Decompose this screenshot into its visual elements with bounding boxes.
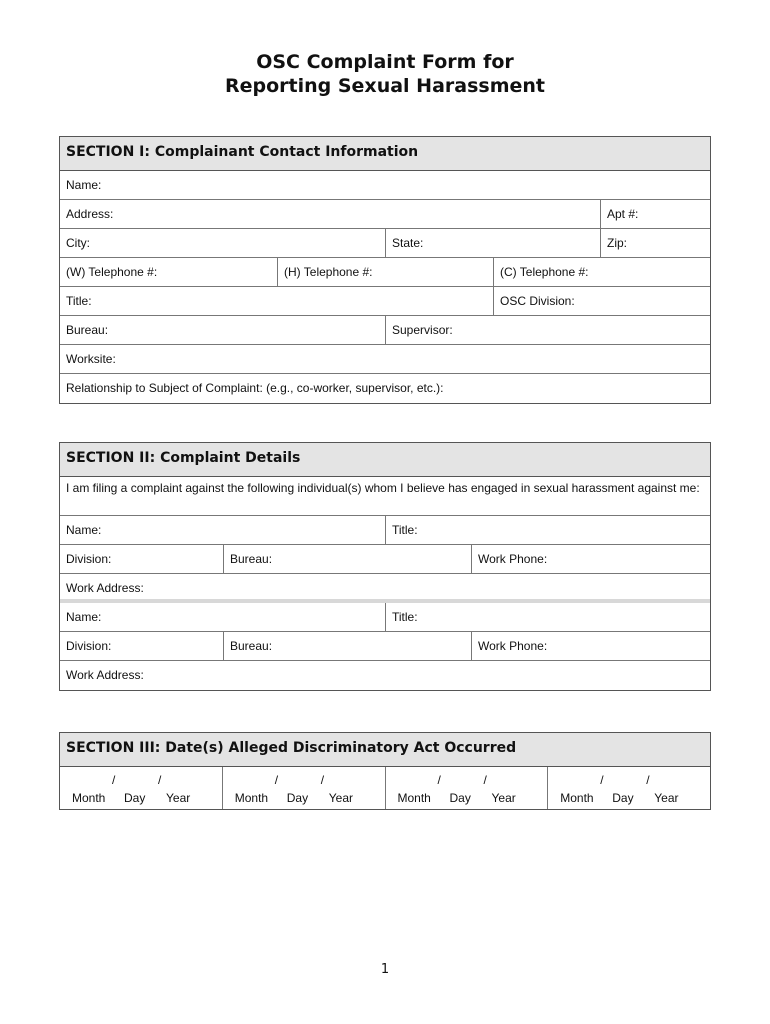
cell-telephone-field[interactable]: (C) Telephone #:: [500, 265, 589, 279]
work-telephone-field[interactable]: (W) Telephone #:: [60, 258, 278, 286]
subject-1-name-row: [60, 516, 710, 545]
subject-2-work-phone-field[interactable]: Work Phone:: [478, 639, 548, 653]
complainant-name-field[interactable]: Name:: [66, 178, 102, 192]
page-number: 1: [380, 962, 390, 977]
year-label: Year: [328, 791, 353, 805]
relationship-row: [60, 374, 710, 403]
city-row: [60, 229, 710, 258]
section-3-heading: SECTION III: Date(s) Alleged Discriminatory Act Occurred: [60, 733, 710, 767]
year-label: Year: [166, 791, 191, 805]
subject-2-title-field[interactable]: Title:: [392, 610, 418, 624]
date-slash: /: [274, 773, 279, 787]
form-title-line1: OSC Complaint Form for: [256, 51, 514, 73]
home-telephone-field[interactable]: (H) Telephone #:: [278, 258, 494, 286]
subject-1-bureau-field[interactable]: Bureau:: [224, 545, 472, 573]
subject-2-division-field[interactable]: Division:: [60, 632, 224, 660]
form-title-line2: Reporting Sexual Harassment: [224, 75, 545, 97]
date-slash: /: [112, 773, 116, 787]
date-field-2[interactable]: [223, 767, 386, 809]
section-2-heading: SECTION II: Complaint Details: [60, 443, 710, 477]
section-1: [59, 136, 711, 404]
month-label: Month: [397, 791, 431, 805]
state-field[interactable]: State:: [386, 229, 601, 257]
section-2: [59, 442, 711, 691]
intro-row: [60, 477, 710, 516]
subject-1-address-row: [60, 574, 710, 603]
complainant-title-field[interactable]: Title:: [60, 287, 494, 315]
subject-2-name-row: [60, 603, 710, 632]
date-slash: /: [600, 773, 604, 787]
date-field-4[interactable]: [548, 767, 710, 809]
subject-2-bureau-field[interactable]: Bureau:: [224, 632, 472, 660]
subject-1-name-field[interactable]: Name:: [60, 516, 386, 544]
date-slash: /: [646, 773, 650, 787]
subject-1-division-row: [60, 545, 710, 574]
section-3: [59, 732, 711, 810]
worksite-field[interactable]: Worksite:: [66, 352, 116, 366]
address-row: [60, 200, 710, 229]
month-label: Month: [234, 791, 269, 805]
city-field[interactable]: City:: [60, 229, 386, 257]
month-label: Month: [560, 791, 594, 805]
day-label: Day: [612, 791, 634, 805]
section-1-heading: SECTION I: Complainant Contact Information: [60, 137, 710, 171]
year-label: Year: [491, 791, 516, 805]
relationship-field[interactable]: Relationship to Subject of Complaint: (e.g., co-worker, supervisor, etc.):: [66, 381, 444, 395]
day-label: Day: [124, 791, 146, 805]
address-field[interactable]: Address:: [60, 200, 601, 228]
title-row: [60, 287, 710, 316]
month-label: Month: [72, 791, 106, 805]
osc-division-field[interactable]: OSC Division:: [500, 294, 575, 308]
subject-1-division-field[interactable]: Division:: [60, 545, 224, 573]
dates-row: [60, 767, 710, 809]
bureau-row: [60, 316, 710, 345]
date-field-3[interactable]: [386, 767, 549, 809]
subject-1-work-address-field[interactable]: Work Address:: [66, 581, 144, 595]
year-label: Year: [654, 791, 679, 805]
complainant-bureau-field[interactable]: Bureau:: [60, 316, 386, 344]
zip-field[interactable]: Zip:: [607, 236, 628, 250]
subject-2-name-field[interactable]: Name:: [60, 603, 386, 631]
date-slash: /: [320, 773, 325, 787]
subject-2-work-address-field[interactable]: Work Address:: [66, 668, 144, 682]
date-field-1[interactable]: [60, 767, 223, 809]
date-slash: /: [437, 773, 441, 787]
complaint-intro-text: I am filing a complaint against the following individual(s) whom I believe has engaged in sexual harassment against me:: [66, 481, 700, 495]
telephone-row: [60, 258, 710, 287]
apt-field[interactable]: Apt #:: [607, 207, 639, 221]
worksite-row: [60, 345, 710, 374]
supervisor-field[interactable]: Supervisor:: [392, 323, 453, 337]
day-label: Day: [286, 791, 309, 805]
date-slash: /: [158, 773, 162, 787]
subject-1-title-field[interactable]: Title:: [392, 523, 418, 537]
subject-2-division-row: [60, 632, 710, 661]
date-slash: /: [483, 773, 487, 787]
form-title: [0, 50, 770, 98]
day-label: Day: [449, 791, 471, 805]
subject-1-work-phone-field[interactable]: Work Phone:: [478, 552, 548, 566]
subject-2-address-row: [60, 661, 710, 690]
complainant-name-row: [60, 171, 710, 200]
